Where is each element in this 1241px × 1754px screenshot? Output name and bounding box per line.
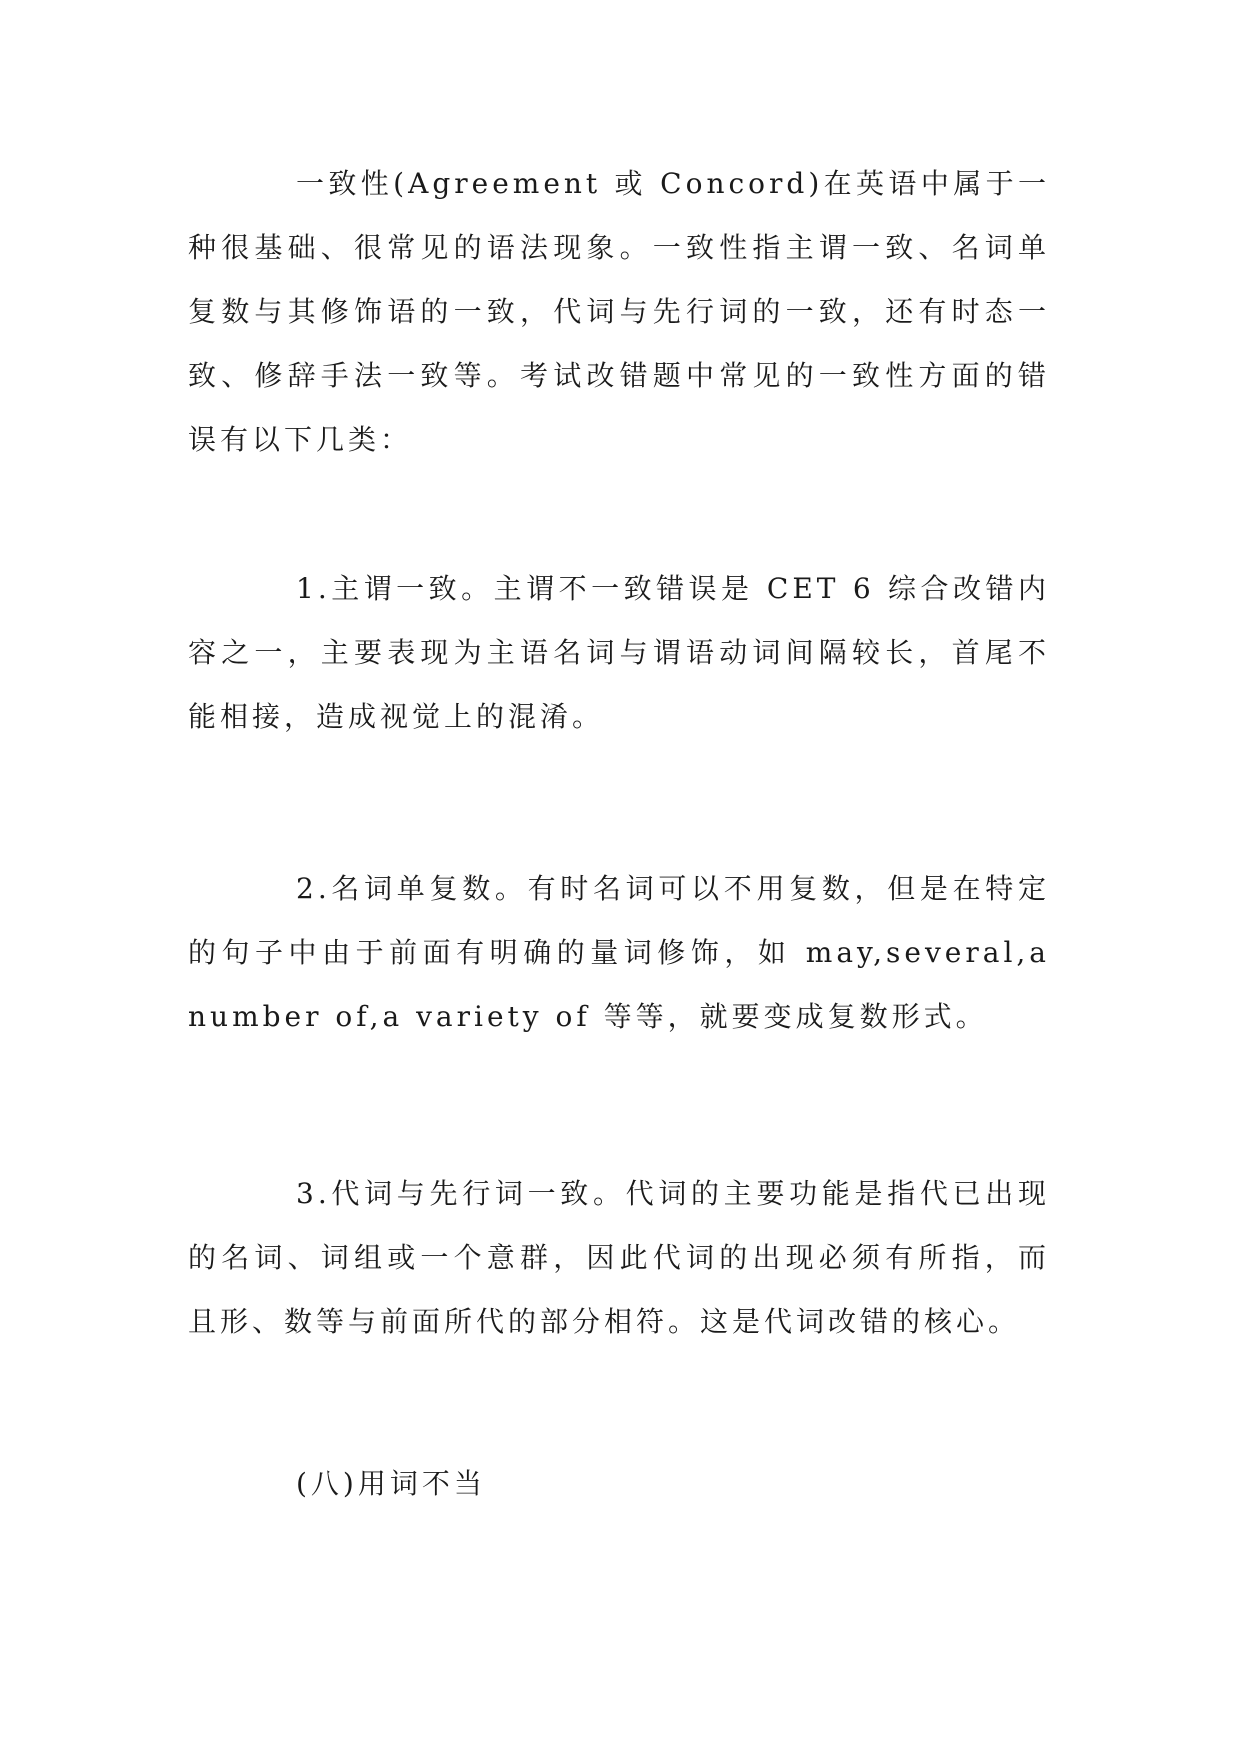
intro-paragraph: 一致性(Agreement 或 Concord)在英语中属于一种很基础、很常见的语法现象。一致性指主谓一致、名词单复数与其修饰语的一致，代词与先行词的一致，还有时态一致、修辞手法一致等。考试改错题中常见的一致性方面的错误有以下几类： [188,167,1050,456]
item-2-paragraph: 2.名词单复数。有时名词可以不用复数，但是在特定的句子中由于前面有明确的量词修饰，如 may,several,a number of,a variety of 等等，就要变成复数形式。 [188,872,1050,1033]
item-1-paragraph: 1.主谓一致。主谓不一致错误是 CET 6 综合改错内容之一，主要表现为主语名词与谓语动词间隔较长，首尾不能相接，造成视觉上的混淆。 [188,572,1050,733]
item-3-paragraph: 3.代词与先行词一致。代词的主要功能是指代已出现的名词、词组或一个意群，因此代词的出现必须有所指，而且形、数等与前面所代的部分相符。这是代词改错的核心。 [188,1177,1050,1338]
section-heading-8: (八)用词不当 [296,1467,486,1500]
